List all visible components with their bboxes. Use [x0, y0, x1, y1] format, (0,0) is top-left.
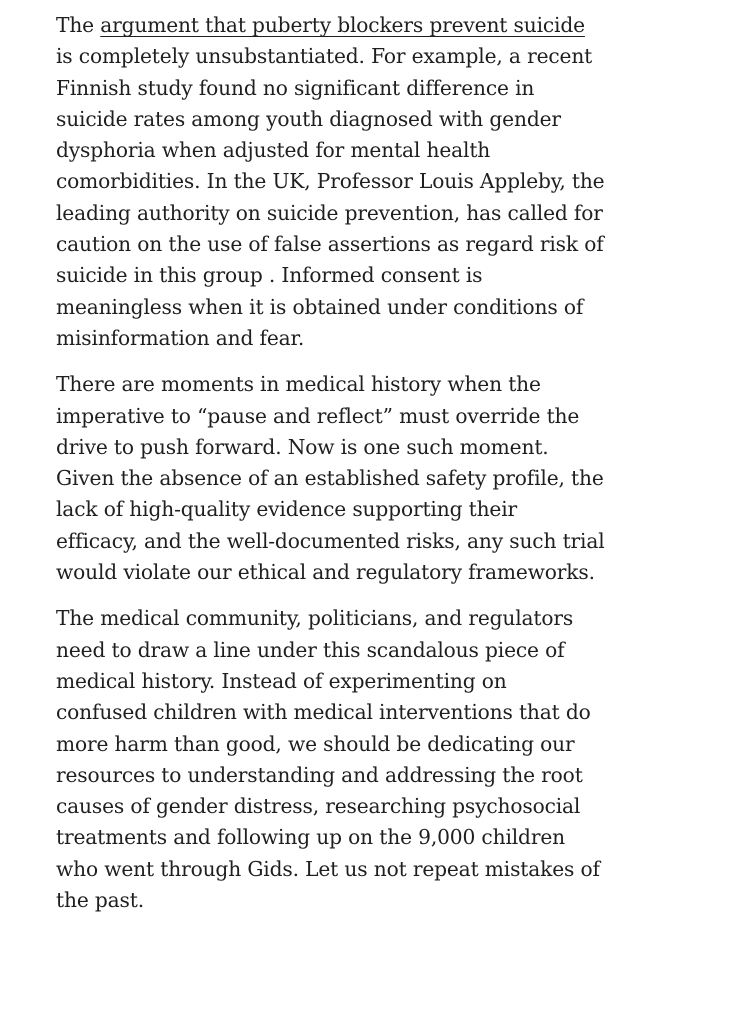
- paragraph-line: Given the absence of an established safety profile, the: [56, 466, 604, 491]
- article-body: [56, 10, 706, 931]
- line-text: The: [56, 13, 101, 37]
- paragraph-line: more harm than good, we should be dedicating our: [56, 731, 575, 756]
- paragraph-1: [56, 10, 706, 354]
- paragraph-line: There are moments in medical history when the: [56, 372, 541, 397]
- paragraph-line: need to draw a line under this scandalous piece of: [56, 637, 565, 662]
- paragraph-line: dysphoria when adjusted for mental health: [56, 138, 491, 163]
- paragraph-line: suicide rates among youth diagnosed with gender: [56, 106, 561, 131]
- paragraph-line: medical history. Instead of experimenting on: [56, 668, 507, 693]
- paragraph-line: drive to push forward. Now is one such moment.: [56, 434, 549, 459]
- paragraph-line: suicide in this group . Informed consent is: [56, 263, 483, 288]
- paragraph-line: resources to understanding and addressing the root: [56, 762, 583, 787]
- paragraph-3: [56, 603, 706, 916]
- paragraph-line: who went through Gids. Let us not repeat mistakes of: [56, 856, 600, 881]
- paragraph-line: caution on the use of false assertions as regard risk of: [56, 232, 604, 257]
- paragraph-line: the past.: [56, 888, 144, 913]
- paragraph-line: The medical community, politicians, and regulators: [56, 606, 574, 631]
- paragraph-line: comorbidities. In the UK, Professor Louis Appleby, the: [56, 169, 605, 194]
- paragraph-line: treatments and following up on the 9,000 children: [56, 825, 565, 850]
- paragraph-line: Finnish study found no significant difference in: [56, 75, 535, 100]
- paragraph-line: would violate our ethical and regulatory frameworks.: [56, 560, 595, 585]
- paragraph-line: efficacy, and the well-documented risks, any such trial: [56, 528, 605, 553]
- paragraph-line: [56, 10, 706, 41]
- paragraph-line: lack of high-quality evidence supporting their: [56, 497, 518, 522]
- paragraph-line: is completely unsubstantiated. For example, a recent: [56, 44, 593, 69]
- paragraph-line: causes of gender distress, researching psychosocial: [56, 794, 581, 819]
- paragraph-line: meaningless when it is obtained under conditions of: [56, 294, 584, 319]
- paragraph-line: confused children with medical interventions that do: [56, 700, 591, 725]
- paragraph-line: imperative to “pause and reflect” must override the: [56, 403, 580, 428]
- paragraph-line: leading authority on suicide prevention, has called for: [56, 200, 603, 225]
- paragraph-2: [56, 369, 706, 588]
- puberty-blockers-suicide-link[interactable]: argument that puberty blockers prevent suicide: [100, 13, 585, 37]
- paragraph-line: misinformation and fear.: [56, 325, 305, 350]
